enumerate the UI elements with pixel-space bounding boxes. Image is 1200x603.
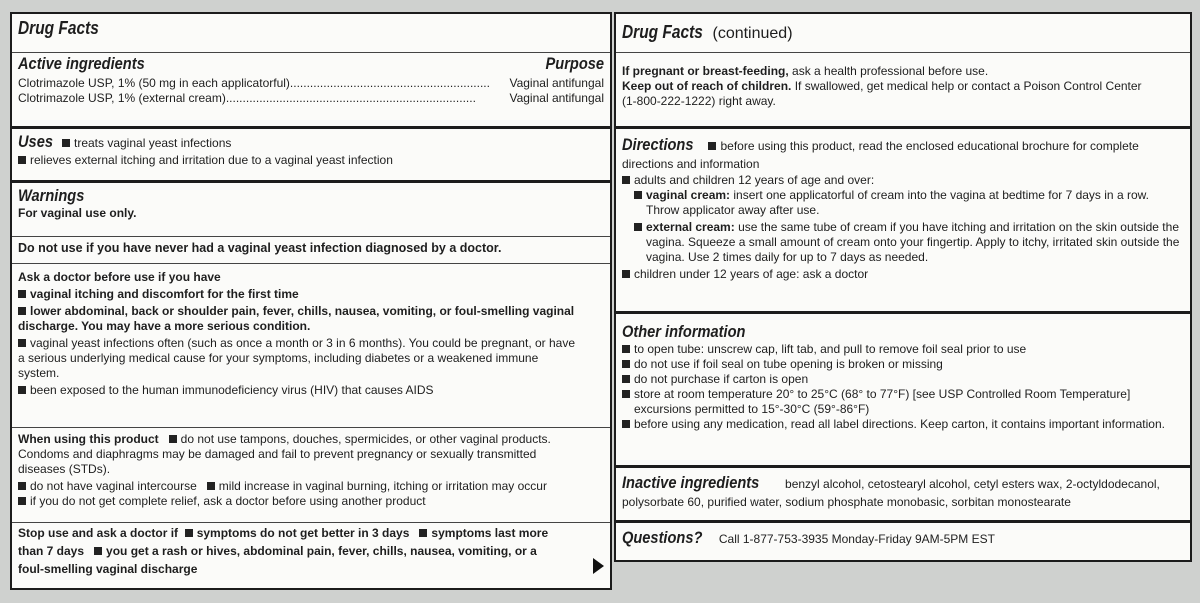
pregnancy-block [622,64,1184,109]
bullet-icon [207,482,215,490]
stop-use-item: symptoms last more [431,526,549,540]
ask-doctor-item: lower abdominal, back or shoulder pain, fever, chills, nausea, vomiting, or foul-smelling vaginal [30,304,575,318]
directions-text: vagina. Squeeze a small amount of cream onto your fingertip. Apply to itchy, irritated skin outside the [646,235,1180,249]
directions-text: adults and children 12 years of age and over: [634,173,875,187]
vaginal-use-only: For vaginal use only. [18,206,137,220]
ask-doctor-item: discharge. You may have a more serious condition. [18,319,311,333]
bullet-icon [18,339,26,347]
bullet-icon [18,386,26,394]
directions-text: insert one applicatorful of cream into the vagina at bedtime for 7 days in a row. [733,188,1149,202]
divider [12,522,610,523]
ask-doctor-item: system. [18,366,60,380]
bullet-icon [185,529,193,537]
ingredient-purpose: Vaginal antifungal [509,91,604,105]
pregnant-label: If pregnant or breast-feeding, [622,64,789,78]
warnings-heading: Warnings [18,186,85,205]
drug-facts-title-block [18,18,604,39]
ask-doctor-item: vaginal yeast infections often (such as once a month or 3 in 6 months). You could be pregnant, or have [30,336,576,350]
keep-out-label: Keep out of reach of children. [622,79,792,93]
divider [12,263,610,264]
when-using-item: do not use tampons, douches, spermicides, or other vaginal products. [180,432,551,446]
divider [12,427,610,428]
inactive-ingredients-section [622,472,1184,510]
bullet-icon [634,191,642,199]
drug-facts-right-panel [614,12,1192,562]
bullet-icon [634,223,642,231]
divider [12,180,610,183]
do-not-use-block [18,241,604,256]
divider [616,520,1190,523]
other-info-item: store at room temperature 20° to 25°C (68° to 77°F) [see USP Controlled Room Temperature] [634,387,1131,401]
bullet-icon [18,307,26,315]
when-using-label: When using this product [18,432,159,446]
divider [616,52,1190,53]
other-info-item: to open tube: unscrew cap, lift tab, and pull to remove foil seal prior to use [634,342,1027,356]
directions-text: vagina. Use 2 times daily for up to 7 days as needed. [646,250,929,264]
bullet-icon [622,345,630,353]
directions-text: Throw applicator away after use. [646,203,820,217]
ask-doctor-heading: Ask a doctor before use if you have [18,270,221,284]
bullet-icon [62,139,70,147]
other-info-item: before using any medication, read all label directions. Keep carton, it contains important information. [634,417,1165,431]
divider [616,126,1190,129]
do-not-use-text: Do not use if you have never had a vaginal yeast infection diagnosed by a doctor. [18,241,502,255]
directions-text: use the same tube of cream if you have itching and irritation on the skin outside the [738,220,1179,234]
ask-doctor-item: vaginal itching and discomfort for the first time [30,287,299,301]
active-ingredients-heading: Active ingredients [18,54,145,73]
directions-text: before using this product, read the enclosed educational brochure for complete [720,139,1139,153]
inactive-ingredients-text: polysorbate 60, purified water, sodium phosphate monobasic, sorbitan monostearate [622,495,1071,509]
stop-use-item: symptoms do not get better in 3 days [196,526,410,540]
other-information-heading: Other information [622,322,746,341]
stop-use-item: you get a rash or hives, abdominal pain, fever, chills, nausea, vomiting, or a [106,544,537,558]
stop-use-block [18,526,604,577]
ingredient-name: Clotrimazole USP, 1% (50 mg in each applicatorful)............................................................ [18,76,490,90]
divider [616,465,1190,468]
bullet-icon [622,270,630,278]
inactive-ingredients-text: benzyl alcohol, cetostearyl alcohol, cetyl esters wax, 2-octyldodecanol, [785,477,1160,491]
divider [616,311,1190,314]
bullet-icon [622,420,630,428]
other-information-section [622,322,1184,432]
pregnant-text: ask a health professional before use. [792,64,989,78]
bullet-icon [622,390,630,398]
uses-line: treats vaginal yeast infections [73,136,232,150]
drug-facts-title: Drug Facts [18,18,99,38]
uses-section [18,132,604,168]
questions-phone: Call 1-877-753-3935 Monday-Friday 9AM-5PM EST [718,532,995,546]
uses-line: relieves external itching and irritation due to a vaginal yeast infection [30,153,393,167]
when-using-item: diseases (STDs). [18,462,111,476]
continue-arrow-icon [593,558,604,574]
continued-label: (continued) [712,25,793,42]
bullet-icon [708,142,716,150]
bullet-icon [169,435,177,443]
inactive-ingredients-heading: Inactive ingredients [622,473,760,492]
bullet-icon [18,497,26,505]
bullet-icon [419,529,427,537]
continued-title-block [622,22,1184,43]
other-info-item: do not purchase if carton is open [634,372,809,386]
when-using-item: Condoms and diaphragms may be damaged and fail to prevent pregnancy or sexually transmitted [18,447,537,461]
directions-section [622,134,1184,282]
questions-section [622,527,1184,550]
purpose-heading: Purpose [545,54,604,73]
when-using-item: do not have vaginal intercourse [30,479,197,493]
directions-text: children under 12 years of age: ask a doctor [634,267,869,281]
directions-heading: Directions [622,135,694,154]
when-using-item: if you do not get complete relief, ask a doctor before using another product [30,494,426,508]
bullet-icon [622,375,630,383]
stop-use-label: Stop use and ask a doctor if [18,526,179,540]
active-ingredient-row [18,91,604,106]
drug-facts-continued-title: Drug Facts [622,22,703,42]
bullet-icon [622,360,630,368]
keep-out-text: If swallowed, get medical help or contact a Poison Control Center [794,79,1142,93]
bullet-icon [18,290,26,298]
other-info-item: do not use if foil seal on tube opening is broken or missing [634,357,943,371]
external-cream-label: external cream: [646,220,735,234]
divider [12,52,610,53]
divider [12,126,610,129]
directions-text: directions and information [622,157,760,171]
uses-heading: Uses [18,132,53,151]
stop-use-item: foul-smelling vaginal discharge [18,562,198,576]
ingredient-purpose: Vaginal antifungal [509,76,604,90]
bullet-icon [622,176,630,184]
divider [12,236,610,237]
stop-use-item: than 7 days [18,544,85,558]
warnings-section [18,186,604,221]
bullet-icon [94,547,102,555]
bullet-icon [18,156,26,164]
ask-doctor-block [18,270,604,398]
when-using-item: mild increase in vaginal burning, itching or irritation may occur [218,479,547,493]
keep-out-text: (1-800-222-1222) right away. [622,94,776,108]
vaginal-cream-label: vaginal cream: [646,188,731,202]
active-ingredients-section [18,54,604,106]
ask-doctor-item: a serious underlying medical cause for your symptoms, including diabetes or a weakened immune [18,351,539,365]
other-info-item: excursions permitted to 15°-30°C (59°-86°F) [634,402,870,416]
questions-heading: Questions? [622,528,703,547]
active-ingredient-row [18,76,604,91]
bullet-icon [18,482,26,490]
ask-doctor-item: been exposed to the human immunodeficiency virus (HIV) that causes AIDS [30,383,434,397]
ingredient-name: Clotrimazole USP, 1% (external cream)........................................................................... [18,91,476,105]
drug-facts-left-panel [10,12,612,590]
when-using-block [18,432,604,509]
